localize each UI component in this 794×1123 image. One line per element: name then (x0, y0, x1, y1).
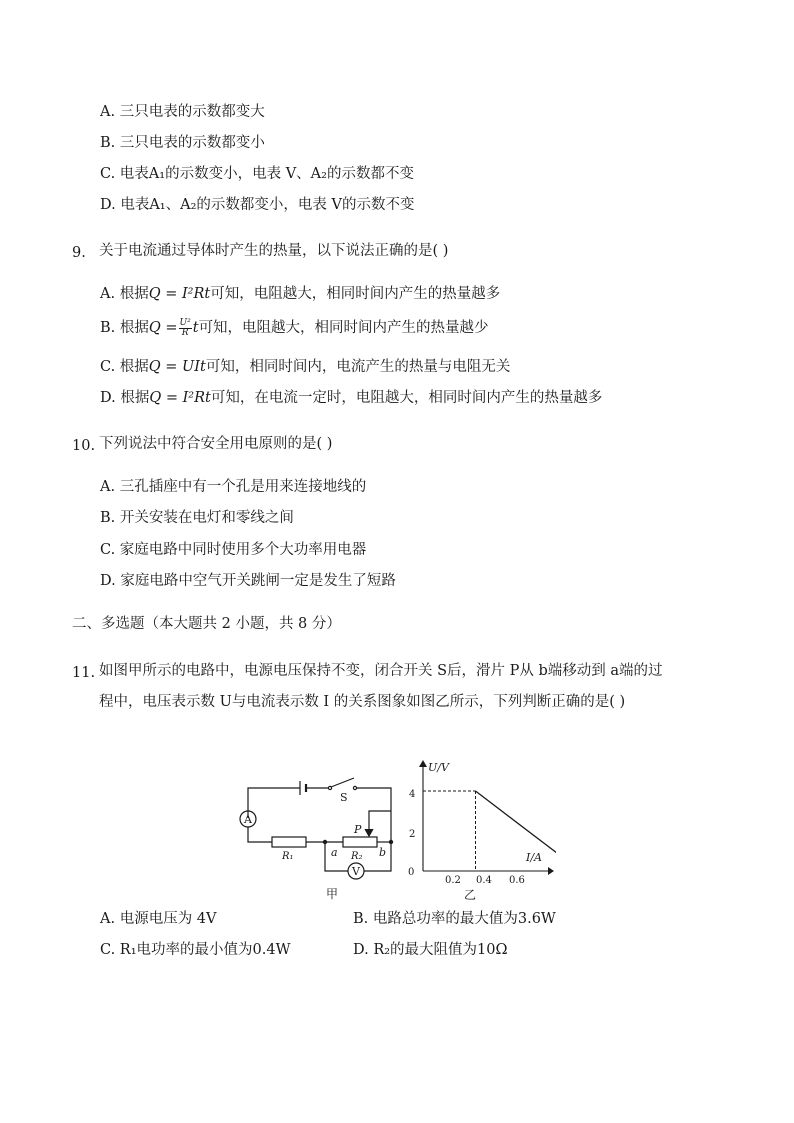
q9-b-denominator: R (181, 327, 189, 338)
q9-b-formula-right: t (192, 320, 199, 336)
r1-label: R₁ (282, 851, 294, 862)
slider-arrow-head (365, 829, 373, 836)
q9-b-numerator: U² (179, 317, 191, 328)
q9-option-a (100, 284, 500, 304)
ui-graph (408, 760, 556, 902)
q10-option-c: C. 家庭电路中同时使用多个大功率用电器 (100, 542, 367, 558)
section-2-title: 二、多选题（本大题共 2 小题，共 8 分） (72, 616, 341, 632)
junction-dot (323, 840, 327, 844)
x-axis-label: I/A (526, 851, 542, 864)
slider-label: P (354, 823, 362, 836)
resistor-r1 (272, 837, 306, 847)
q8-option-c: C. 电表A₁的示数变小，电表 V、A₂的示数都不变 (100, 166, 414, 182)
q9-c-post: 可知，相同时间内，电流产生的热量与电阻无关 (205, 359, 511, 375)
q10-stem: 下列说法中符合安全用电原则的是( ) (99, 436, 333, 452)
x-axis-arrow (548, 867, 554, 875)
q9-d-formula: Q = I²Rt (149, 390, 211, 406)
switch-label: S (340, 791, 348, 804)
q9-a-formula: Q = I²Rt (148, 286, 211, 302)
q9-option-b (100, 318, 489, 338)
q9-a-pre: A. 根据 (100, 286, 149, 302)
q9-d-post: 可知，在电流一定时，电阻越大，相同时间内产生的热量越多 (210, 390, 603, 406)
q10-number: 10. (72, 438, 96, 454)
q11-option-a: A. 电源电压为 4V (100, 911, 217, 927)
junction-dot-right (389, 840, 393, 844)
y-axis-label: U/V (428, 761, 449, 774)
q11-number: 11. (72, 665, 96, 681)
r2-label: R₂ (351, 851, 363, 862)
q9-a-post: 可知，电阻越大，相同时间内产生的热量越多 (210, 286, 501, 302)
q9-option-c (100, 357, 510, 377)
q11-stem-line2: 程中，电压表示数 U与电流表示数 I 的关系图象如图乙所示，下列判断正确的是( ) (99, 694, 626, 710)
end-a-label: a (331, 846, 338, 859)
graph-caption: 乙 (464, 888, 477, 902)
ammeter-label: A (244, 813, 252, 826)
q11-figure (236, 755, 556, 905)
origin-label: 0 (408, 867, 415, 878)
q10-option-b: B. 开关安装在电灯和零线之间 (100, 510, 294, 526)
y-tick-4: 4 (409, 789, 416, 800)
x-tick-0-2: 0.2 (445, 875, 461, 886)
q9-b-fraction (179, 319, 192, 338)
end-b-label: b (379, 846, 387, 859)
switch-contact (353, 786, 356, 789)
switch-blade (331, 778, 354, 787)
q8-option-b: B. 三只电表的示数都变小 (100, 135, 265, 151)
q9-number: 9. (72, 245, 86, 261)
q9-c-pre: C. 根据 (100, 359, 149, 375)
q8-option-a: A. 三只电表的示数都变大 (100, 104, 265, 120)
wire-top-right (357, 788, 391, 840)
q9-b-pre: B. 根据 (100, 320, 149, 336)
x-tick-0-6: 0.6 (509, 875, 525, 886)
q9-b-post: 可知，电阻越大，相同时间内产生的热量越少 (198, 320, 489, 336)
q11-option-b: B. 电路总功率的最大值为3.6W (353, 911, 556, 927)
q9-c-formula: Q = UIt (148, 359, 206, 375)
q9-d-pre: D. 根据 (100, 390, 150, 406)
q8-option-d: D. 电表A₁、A₂的示数都变小，电表 V的示数不变 (100, 197, 415, 213)
q11-stem-line1: 如图甲所示的电路中，电源电压保持不变，闭合开关 S后，滑片 P从 b端移动到 a端的过 (99, 663, 663, 679)
q10-option-d: D. 家庭电路中空气开关跳闸一定是发生了短路 (100, 573, 396, 589)
circuit-caption: 甲 (326, 887, 339, 901)
wire-top-left (248, 788, 300, 818)
y-axis-arrow (419, 760, 427, 767)
wire-left-lower (248, 827, 272, 842)
q9-b-formula-left: Q = (148, 320, 178, 336)
q11-option-c: C. R₁电功率的最小值为0.4W (100, 942, 291, 958)
x-tick-0-4: 0.4 (476, 875, 492, 886)
voltmeter-label: V (352, 865, 360, 878)
q9-option-d (100, 388, 602, 408)
y-tick-2: 2 (409, 829, 416, 840)
q11-option-d: D. R₂的最大阻值为10Ω (353, 942, 508, 958)
q9-stem: 关于电流通过导体时产生的热量，以下说法正确的是( ) (99, 243, 449, 259)
series-line-u-vs-i (476, 791, 557, 871)
q10-option-a: A. 三孔插座中有一个孔是用来连接地线的 (100, 479, 367, 495)
resistor-r2 (343, 837, 377, 847)
